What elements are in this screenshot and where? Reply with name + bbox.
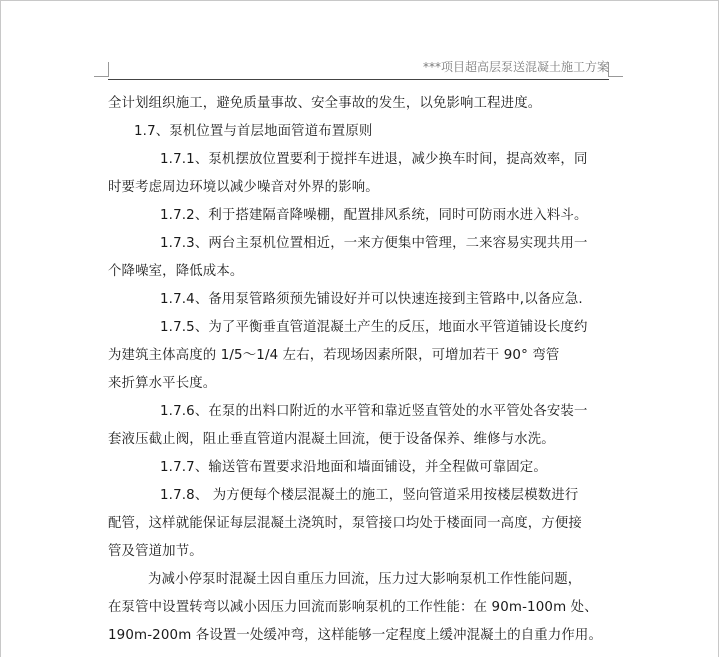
paragraph-line: 190m-200m 各设置一处缓冲弯，这样能够一定程度上缓冲混凝土的自重力作用。 xyxy=(108,628,603,643)
paragraph-line: 管及管道加节。 xyxy=(108,544,203,559)
page-header-title: ***项目超高层泵送混凝土施工方案 xyxy=(422,60,609,74)
paragraph-line: 在泵管中设置转弯以减小因压力回流而影响泵机的工作性能：在 90m-100m 处、 xyxy=(108,600,598,615)
paragraph-line: 1.7.3、两台主泵机位置相近，一来方便集中管理，二来容易实现共用一 xyxy=(160,236,588,251)
paragraph-line: 1.7.6、在泵的出料口附近的水平管和靠近竖直管处的水平管处各安装一 xyxy=(160,404,588,419)
paragraph-line: 全计划组织施工，避免质量事故、安全事故的发生，以免影响工程进度。 xyxy=(108,96,542,111)
document-body xyxy=(108,90,610,650)
paragraph-line: 1.7.1、泵机摆放位置要利于搅拌车进退，减少换车时间，提高效率，同 xyxy=(160,152,588,167)
header-divider xyxy=(108,79,609,80)
section-heading: 1.7、泵机位置与首层地面管道布置原则 xyxy=(134,124,373,139)
paragraph-line: 为减小停泵时混凝土因自重压力回流，压力过大影响泵机工作性能问题， xyxy=(148,572,582,587)
paragraph-line: 1.7.5、为了平衡垂直管道混凝土产生的反压，地面水平管道铺设长度约 xyxy=(160,320,588,335)
paragraph-line: 配管，这样就能保证每层混凝土浇筑时，泵管接口均处于楼面同一高度，方便接 xyxy=(108,516,582,531)
paragraph-line: 时要考虑周边环境以减少噪音对外界的影响。 xyxy=(108,180,379,195)
paragraph-line: 1.7.2、利于搭建隔音降噪棚，配置排风系统，同时可防雨水进入料斗。 xyxy=(160,208,588,223)
paragraph-line: 1.7.4、备用泵管路须预先铺设好并可以快速连接到主管路中,以备应急. xyxy=(160,292,583,307)
paragraph-line: 1.7.7、输送管布置要求沿地面和墙面铺设，并全程做可靠固定。 xyxy=(160,460,547,475)
paragraph-line: 1.7.8、 为方便每个楼层混凝土的施工，竖向管道采用按楼层模数进行 xyxy=(160,488,579,503)
page-corner-mark-right xyxy=(608,62,623,77)
paragraph-line: 为建筑主体高度的 1/5～1/4 左右，若现场因素所限，可增加若干 90° 弯管 xyxy=(108,348,560,363)
paragraph-line: 来折算水平长度。 xyxy=(108,376,217,391)
page-corner-mark-left xyxy=(94,62,109,77)
paragraph-line: 套液压截止阀，阻止垂直管道内混凝土回流，便于设备保养、维修与水洗。 xyxy=(108,432,555,447)
paragraph-line: 个降噪室，降低成本。 xyxy=(108,264,244,279)
